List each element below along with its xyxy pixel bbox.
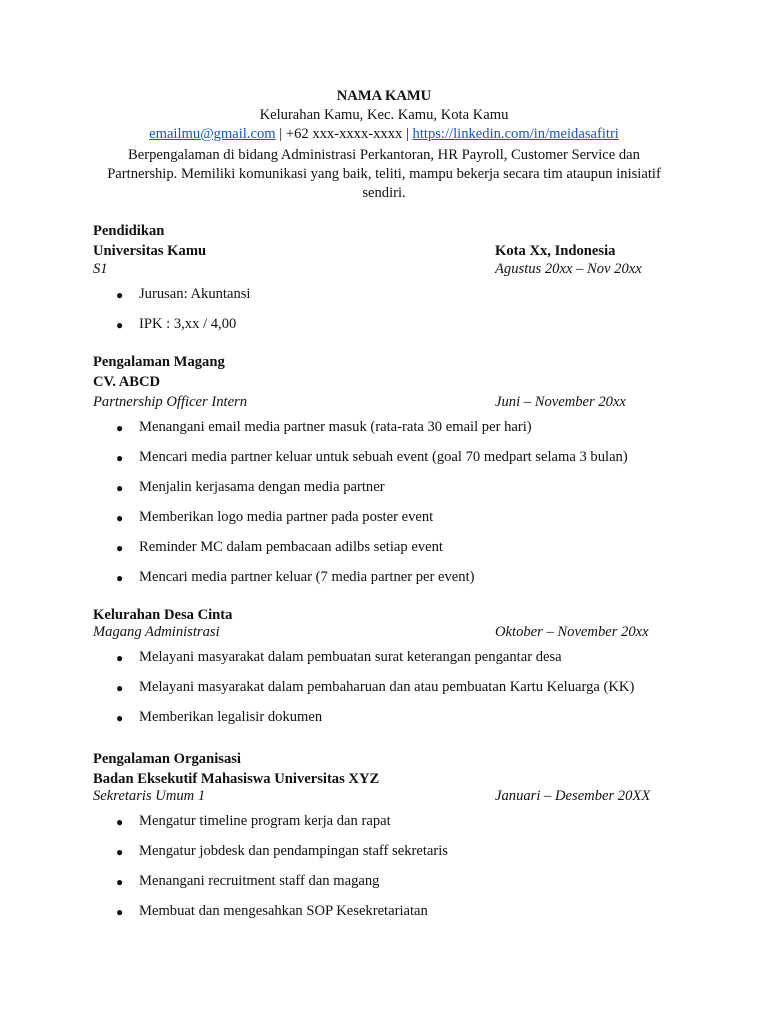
education-period: Agustus 20xx – Nov 20xx	[495, 261, 642, 277]
bullet-icon: ●	[116, 905, 124, 919]
bullet-icon: ●	[116, 541, 124, 555]
job-period: Oktober – November 20xx	[495, 624, 649, 640]
org-name: Badan Eksekutif Mahasiswa Universitas XYZ	[93, 771, 380, 787]
list-item: IPK : 3,xx / 4,00	[139, 316, 237, 332]
summary: Berpengalaman di bidang Administrasi Perkantoran, HR Payroll, Customer Service dan Partnership. Memiliki komunikasi yang baik, teliti, mampu bekerja secara tim ataupun inisiatif sendiri.	[107, 147, 661, 201]
section-heading-education: Pendidikan	[93, 223, 165, 239]
bullet-icon: ●	[116, 318, 124, 332]
contact-line	[0, 125, 768, 144]
list-item: Mencari media partner keluar (7 media partner per event)	[139, 569, 475, 585]
section-heading-internship: Pengalaman Magang	[93, 354, 225, 370]
bullet-icon: ●	[116, 481, 124, 495]
bullet-icon: ●	[116, 421, 124, 435]
bullet-icon: ●	[116, 815, 124, 829]
list-item: Jurusan: Akuntansi	[139, 286, 251, 302]
org-name: Kelurahan Desa Cinta	[93, 607, 233, 623]
email-link[interactable]: emailmu@gmail.com	[149, 126, 276, 142]
degree: S1	[93, 261, 108, 277]
resume-name: NAMA KAMU	[336, 88, 432, 104]
list-item: Menangani recruitment staff dan magang	[139, 873, 380, 889]
list-item: Reminder MC dalam pembacaan adilbs setiap event	[139, 539, 443, 555]
separator: |	[402, 126, 413, 142]
bullet-icon: ●	[116, 845, 124, 859]
separator: |	[275, 126, 286, 142]
list-item: Mengatur timeline program kerja dan rapat	[139, 813, 391, 829]
list-item: Memberikan logo media partner pada poster event	[139, 509, 434, 525]
list-item: Membuat dan mengesahkan SOP Kesekretariatan	[139, 903, 428, 919]
bullet-icon: ●	[116, 711, 124, 725]
list-item: Mencari media partner keluar untuk sebuah event (goal 70 medpart selama 3 bulan)	[139, 449, 628, 465]
bullet-icon: ●	[116, 875, 124, 889]
bullet-icon: ●	[116, 511, 124, 525]
list-item: Menangani email media partner masuk (rata-rata 30 email per hari)	[139, 419, 532, 435]
bullet-icon: ●	[116, 571, 124, 585]
bullet-icon: ●	[116, 451, 124, 465]
section-heading-organization: Pengalaman Organisasi	[93, 751, 241, 767]
address: Kelurahan Kamu, Kec. Kamu, Kota Kamu	[259, 107, 509, 123]
bullet-icon: ●	[116, 288, 124, 302]
job-role: Sekretaris Umum 1	[93, 788, 206, 804]
list-item: Mengatur jobdesk dan pendampingan staff sekretaris	[139, 843, 448, 859]
linkedin-link[interactable]: https://linkedin.com/in/meidasafitri	[412, 126, 619, 142]
list-item: Memberikan legalisir dokumen	[139, 709, 323, 725]
list-item: Melayani masyarakat dalam pembuatan surat keterangan pengantar desa	[139, 649, 562, 665]
school-location: Kota Xx, Indonesia	[495, 243, 616, 259]
job-role: Magang Administrasi	[93, 624, 220, 640]
bullet-icon: ●	[116, 681, 124, 695]
org-name: CV. ABCD	[93, 374, 161, 390]
job-period: Juni – November 20xx	[495, 394, 626, 410]
job-role: Partnership Officer Intern	[93, 394, 248, 410]
job-period: Januari – Desember 20XX	[495, 788, 651, 804]
list-item: Melayani masyarakat dalam pembaharuan dan atau pembuatan Kartu Keluarga (KK)	[139, 679, 635, 695]
school-name: Universitas Kamu	[93, 243, 207, 259]
list-item: Menjalin kerjasama dengan media partner	[139, 479, 385, 495]
bullet-icon: ●	[116, 651, 124, 665]
phone-number: +62 xxx-xxxx-xxxx	[285, 126, 403, 142]
